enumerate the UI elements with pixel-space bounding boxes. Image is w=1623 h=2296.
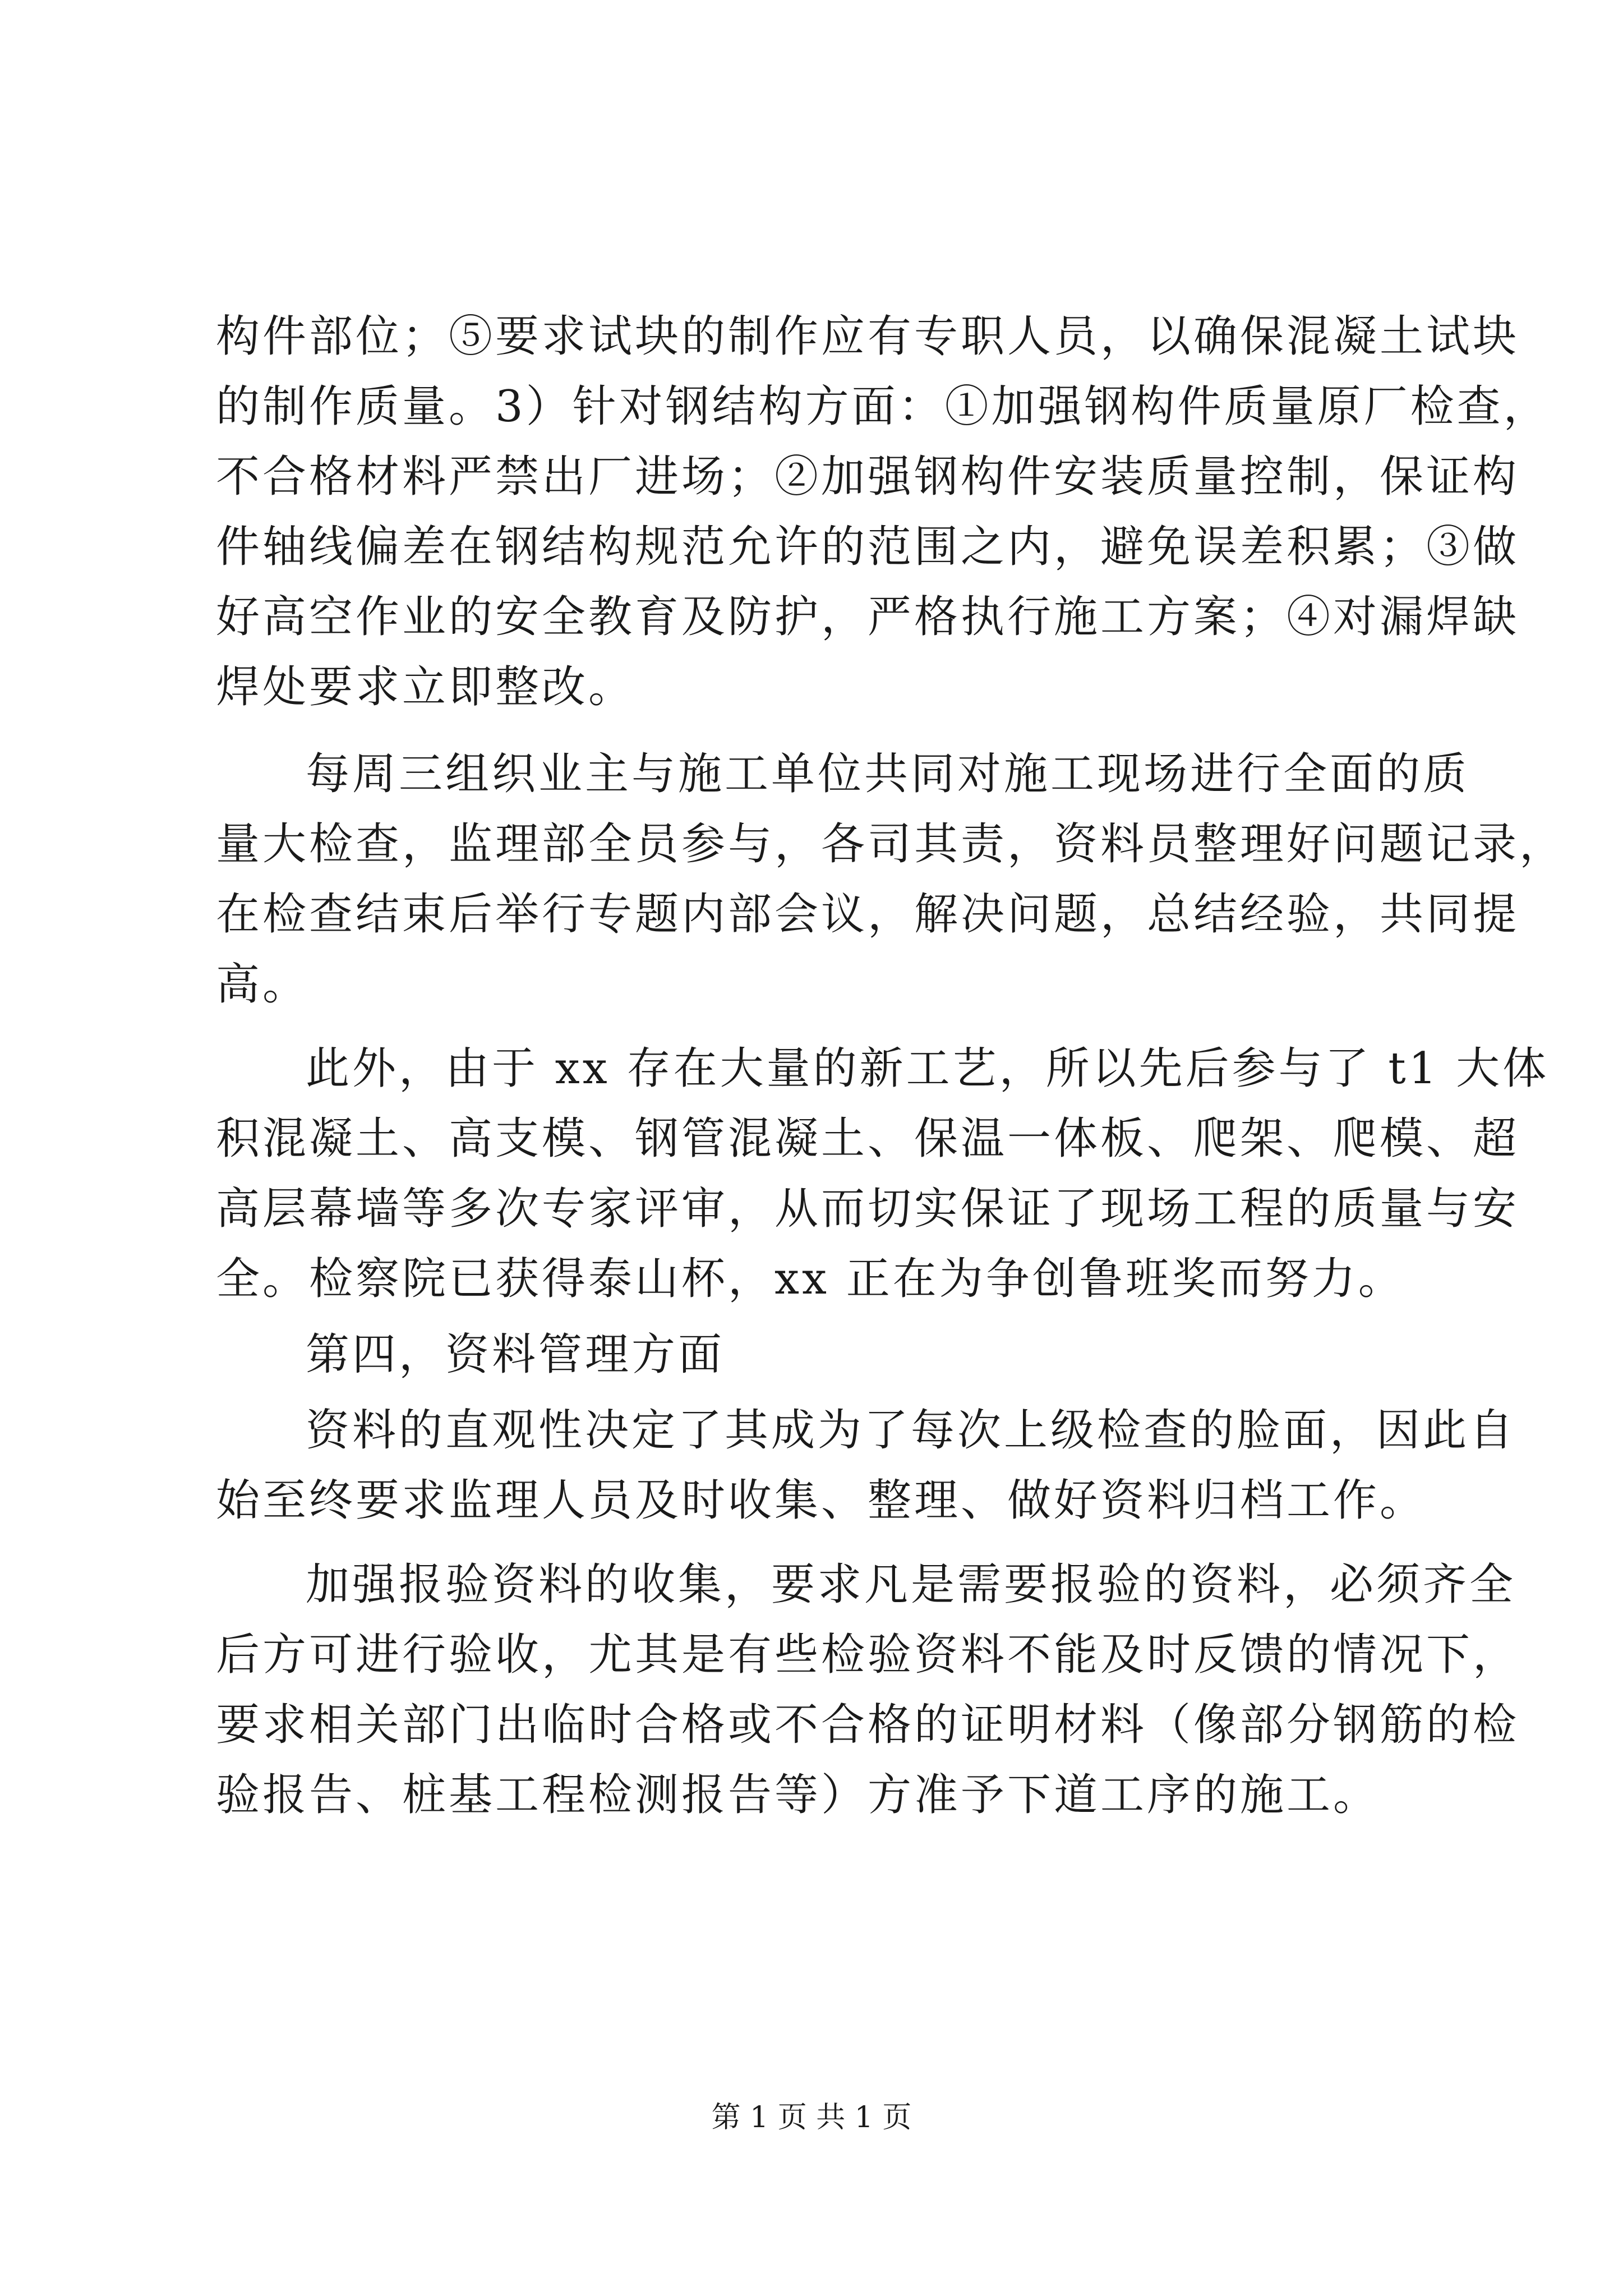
page-footer: 第 1 页 共 1 页	[711, 2101, 912, 2134]
text-line: 的制作质量。3）针对钢结构方面：①加强钢构件质量原厂检查，	[216, 381, 1550, 432]
text-line: 积混凝土、高支模、钢管混凝土、保温一体板、爬架、爬模、超	[216, 1114, 1520, 1164]
text-line: 高。	[216, 959, 310, 1010]
text-line: 不合格材料严禁出厂进场；②加强钢构件安装质量控制，保证构	[216, 452, 1520, 502]
text-line: 构件部位；⑤要求试块的制作应有专职人员，以确保混凝土试块	[216, 311, 1520, 362]
text-line: 焊处要求立即整改。	[216, 662, 635, 712]
text-line: 件轴线偏差在钢结构规范允许的范围之内，避免误差积累；③做	[216, 522, 1520, 572]
paragraph-first-line: 每周三组织业主与施工单位共同对施工现场进行全面的质	[306, 749, 1470, 799]
text-line: 好高空作业的安全教育及防护，严格执行施工方案；④对漏焊缺	[216, 592, 1520, 642]
text-line: 验报告、桩基工程检测报告等）方准予下道工序的施工。	[216, 1770, 1380, 1820]
text-line: 在检查结束后举行专题内部会议，解决问题，总结经验，共同提	[216, 889, 1520, 940]
text-line: 要求相关部门出临时合格或不合格的证明材料（像部分钢筋的检	[216, 1700, 1520, 1750]
paragraph-first-line: 此外，由于 xx 存在大量的新工艺，所以先后参与了 t1 大体	[306, 1043, 1550, 1094]
text-line: 始至终要求监理人员及时收集、整理、做好资料归档工作。	[216, 1475, 1427, 1526]
paragraph-first-line: 加强报验资料的收集，要求凡是需要报验的资料，必须齐全	[306, 1559, 1516, 1610]
paragraph-first-line: 资料的直观性决定了其成为了每次上级检查的脸面，因此自	[306, 1405, 1516, 1456]
text-line: 量大检查，监理部全员参与，各司其责，资料员整理好问题记录，	[216, 819, 1566, 869]
section-heading: 第四，资料管理方面	[306, 1329, 725, 1380]
text-line: 后方可进行验收，尤其是有些检验资料不能及时反馈的情况下，	[216, 1630, 1520, 1680]
text-line: 全。检察院已获得泰山杯，xx 正在为争创鲁班奖而努力。	[216, 1254, 1405, 1304]
text-line: 高层幕墙等多次专家评审，从而切实保证了现场工程的质量与安	[216, 1184, 1520, 1234]
